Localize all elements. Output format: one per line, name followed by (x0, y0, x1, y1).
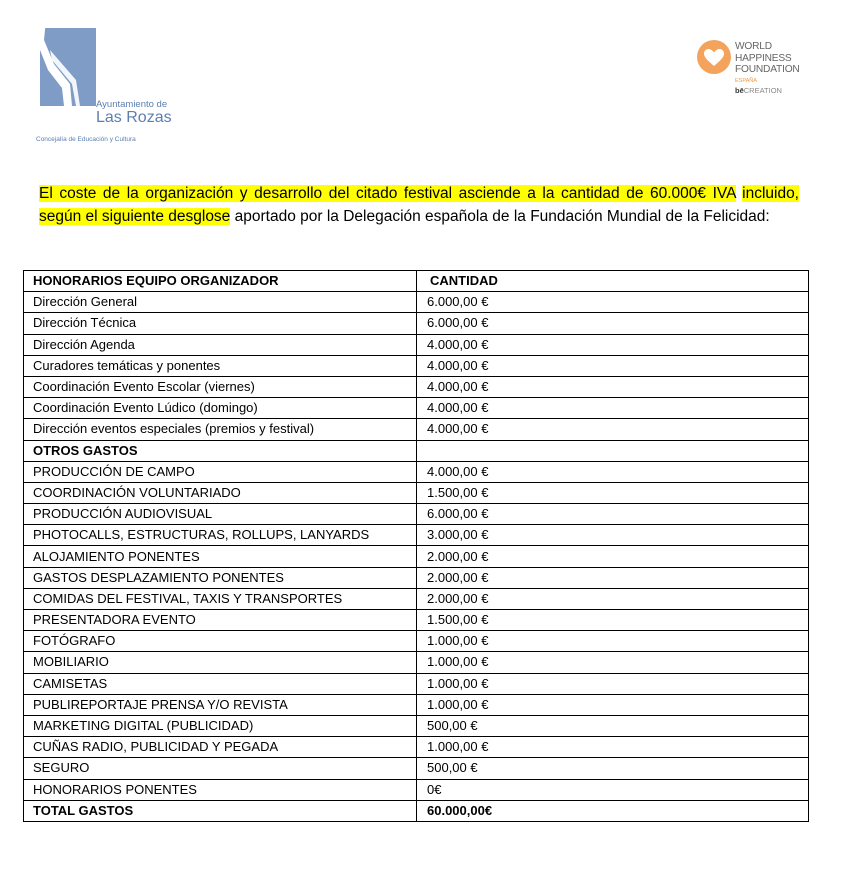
table-row (24, 715, 809, 736)
wordmark-line-1: WORLD (735, 41, 772, 52)
intro-rest-text: aportado por la Delegación española de la Fundación Mundial de la Felicidad: (230, 207, 770, 225)
row-amount: 1.000,00 € (417, 737, 809, 758)
highlighted-text-2: incluido, según el siguiente desglose (39, 184, 799, 225)
row-amount: 4.000,00 € (417, 419, 809, 440)
table-row (24, 694, 809, 715)
country-label: ESPAÑA (735, 78, 757, 84)
row-amount: 0€ (417, 779, 809, 800)
row-amount: 4.000,00 € (417, 376, 809, 397)
becreation-rest: CREATION (743, 86, 782, 95)
table-row (24, 334, 809, 355)
row-concept: CAMISETAS (24, 673, 417, 694)
row-concept: GASTOS DESPLAZAMIENTO PONENTES (24, 567, 417, 588)
row-amount: 4.000,00 € (417, 355, 809, 376)
section-header-row (24, 440, 809, 461)
row-amount: 2.000,00 € (417, 546, 809, 567)
table-row (24, 313, 809, 334)
row-amount: 6.000,00 € (417, 313, 809, 334)
town-name: Las Rozas (96, 109, 172, 126)
header-concept: HONORARIOS EQUIPO ORGANIZADOR (24, 271, 417, 292)
row-amount: 2.000,00 € (417, 588, 809, 609)
row-amount (417, 440, 809, 461)
row-concept: CUÑAS RADIO, PUBLICIDAD Y PEGADA (24, 737, 417, 758)
table-row (24, 652, 809, 673)
row-concept: Curadores temáticas y ponentes (24, 355, 417, 376)
row-amount: 1.000,00 € (417, 673, 809, 694)
table-row (24, 292, 809, 313)
table-row (24, 673, 809, 694)
row-amount: 1.000,00 € (417, 694, 809, 715)
row-concept: TOTAL GASTOS (24, 800, 417, 821)
row-concept: PHOTOCALLS, ESTRUCTURAS, ROLLUPS, LANYARDS (24, 525, 417, 546)
row-amount: 4.000,00 € (417, 461, 809, 482)
table-row (24, 758, 809, 779)
row-concept: Coordinación Evento Escolar (viernes) (24, 376, 417, 397)
row-amount: 500,00 € (417, 758, 809, 779)
table-row (24, 525, 809, 546)
row-amount: 1.500,00 € (417, 482, 809, 503)
row-concept: PUBLIREPORTAJE PRENSA Y/O REVISTA (24, 694, 417, 715)
table-row (24, 588, 809, 609)
town-prefix: Ayuntamiento de (96, 99, 168, 110)
foundation-wordmark (735, 41, 800, 76)
row-amount: 6.000,00 € (417, 504, 809, 525)
wordmark-line-2: HAPPINESS (735, 52, 792, 64)
becreation-bold: bē (735, 86, 744, 95)
table-row (24, 461, 809, 482)
highlighted-text-1: El coste de la organización y desarrollo del citado festival asciende a la cantidad de 60.000€ IVA (39, 184, 736, 202)
row-amount: 6.000,00 € (417, 292, 809, 313)
row-concept: Dirección Técnica (24, 313, 417, 334)
row-amount: 1.500,00 € (417, 610, 809, 631)
las-rozas-logo (36, 20, 196, 143)
row-amount: 2.000,00 € (417, 567, 809, 588)
row-concept: Dirección General (24, 292, 417, 313)
table-row (24, 567, 809, 588)
intro-paragraph (39, 182, 799, 228)
row-concept: ALOJAMIENTO PONENTES (24, 546, 417, 567)
row-concept: MARKETING DIGITAL (PUBLICIDAD) (24, 715, 417, 736)
cost-breakdown-table (23, 270, 809, 822)
table-row (24, 376, 809, 397)
row-concept: Dirección eventos especiales (premios y festival) (24, 419, 417, 440)
cost-table-body (24, 271, 809, 822)
table-row (24, 779, 809, 800)
table-header-row (24, 271, 809, 292)
row-concept: OTROS GASTOS (24, 440, 417, 461)
row-amount: 60.000,00€ (417, 800, 809, 821)
header-amount: CANTIDAD (417, 271, 809, 292)
row-amount: 1.000,00 € (417, 652, 809, 673)
row-amount: 4.000,00 € (417, 398, 809, 419)
row-concept: Dirección Agenda (24, 334, 417, 355)
table-row (24, 398, 809, 419)
wordmark-line-3: FOUNDATION (735, 64, 800, 75)
world-happiness-foundation-logo (697, 40, 807, 100)
row-concept: PRESENTADORA EVENTO (24, 610, 417, 631)
row-concept: COMIDAS DEL FESTIVAL, TAXIS Y TRANSPORTES (24, 588, 417, 609)
row-concept: PRODUCCIÓN DE CAMPO (24, 461, 417, 482)
las-rozas-emblem-icon (36, 20, 96, 106)
table-row (24, 546, 809, 567)
table-row (24, 631, 809, 652)
heart-icon (697, 40, 731, 74)
table-row (24, 482, 809, 503)
row-amount: 1.000,00 € (417, 631, 809, 652)
row-concept: PRODUCCIÓN AUDIOVISUAL (24, 504, 417, 525)
table-row (24, 419, 809, 440)
becreation-label (735, 86, 782, 95)
row-concept: HONORARIOS PONENTES (24, 779, 417, 800)
row-concept: SEGURO (24, 758, 417, 779)
table-row (24, 737, 809, 758)
total-row (24, 800, 809, 821)
row-concept: COORDINACIÓN VOLUNTARIADO (24, 482, 417, 503)
row-amount: 500,00 € (417, 715, 809, 736)
row-concept: FOTÓGRAFO (24, 631, 417, 652)
row-concept: Coordinación Evento Lúdico (domingo) (24, 398, 417, 419)
department-name: Concejalía de Educación y Cultura (36, 136, 136, 143)
table-row (24, 504, 809, 525)
row-amount: 4.000,00 € (417, 334, 809, 355)
table-row (24, 610, 809, 631)
table-row (24, 355, 809, 376)
row-concept: MOBILIARIO (24, 652, 417, 673)
row-amount: 3.000,00 € (417, 525, 809, 546)
